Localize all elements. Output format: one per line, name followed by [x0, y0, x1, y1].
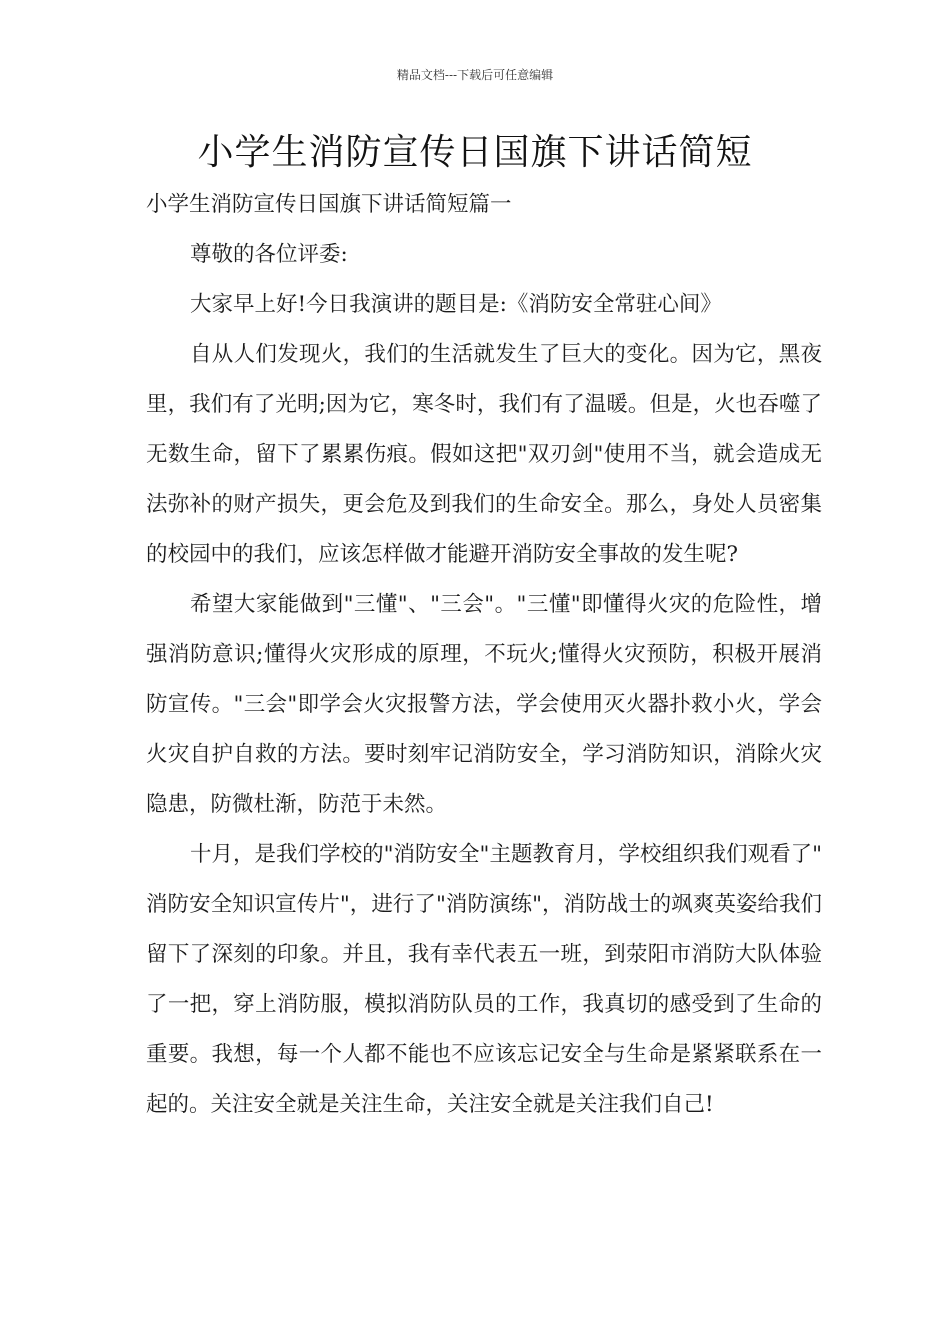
section-heading: 小学生消防宣传日国旗下讲话简短篇一 [146, 192, 512, 217]
document-title: 小学生消防宣传日国旗下讲话简短 [197, 132, 753, 173]
body-paragraph: 十月，是我们学校的"消防安全"主题教育月，学校组织我们观看了"消防安全知识宣传片"，进行了"消防演练"，消防战士的飒爽英姿给我们留下了深刻的印象。并且，我有幸代表五一班，到荥阳市消防大队体验了一把，穿上消防服，模拟消防队员的工作，我真切的感受到了生命的重要。我想，每一个人都不能也不应该忘记安全与生命是紧紧联系在一起的。关注安全就是关注生命，关注安全就是关注我们自己! [146, 842, 822, 1117]
body-paragraph: 自从人们发现火，我们的生活就发生了巨大的变化。因为它，黑夜里，我们有了光明;因为它，寒冬时，我们有了温暖。但是，火也吞噬了无数生命，留下了累累伤痕。假如这把"双刃剑"使用不当，就会造成无法弥补的财产损失，更会危及到我们的生命安全。那么，身处人员密集的校园中的我们，应该怎样做才能避开消防安全事故的发生呢? [146, 342, 822, 567]
document-body [146, 180, 822, 1130]
header-note: 精品文档---下载后可任意编辑 [396, 68, 554, 82]
body-paragraph: 希望大家能做到"三懂"、"三会"。"三懂"即懂得火灾的危险性，增强消防意识;懂得火灾形成的原理，不玩火;懂得火灾预防，积极开展消防宣传。"三会"即学会火灾报警方法，学会使用灭火器扑救小火，学会火灾自护自救的方法。要时刻牢记消防安全，学习消防知识，消除火灾隐患，防微杜渐，防范于未然。 [146, 592, 822, 817]
salutation-paragraph: 尊敬的各位评委: [190, 242, 348, 267]
greeting-paragraph: 大家早上好!今日我演讲的题目是:《消防安全常驻心间》 [190, 292, 722, 317]
